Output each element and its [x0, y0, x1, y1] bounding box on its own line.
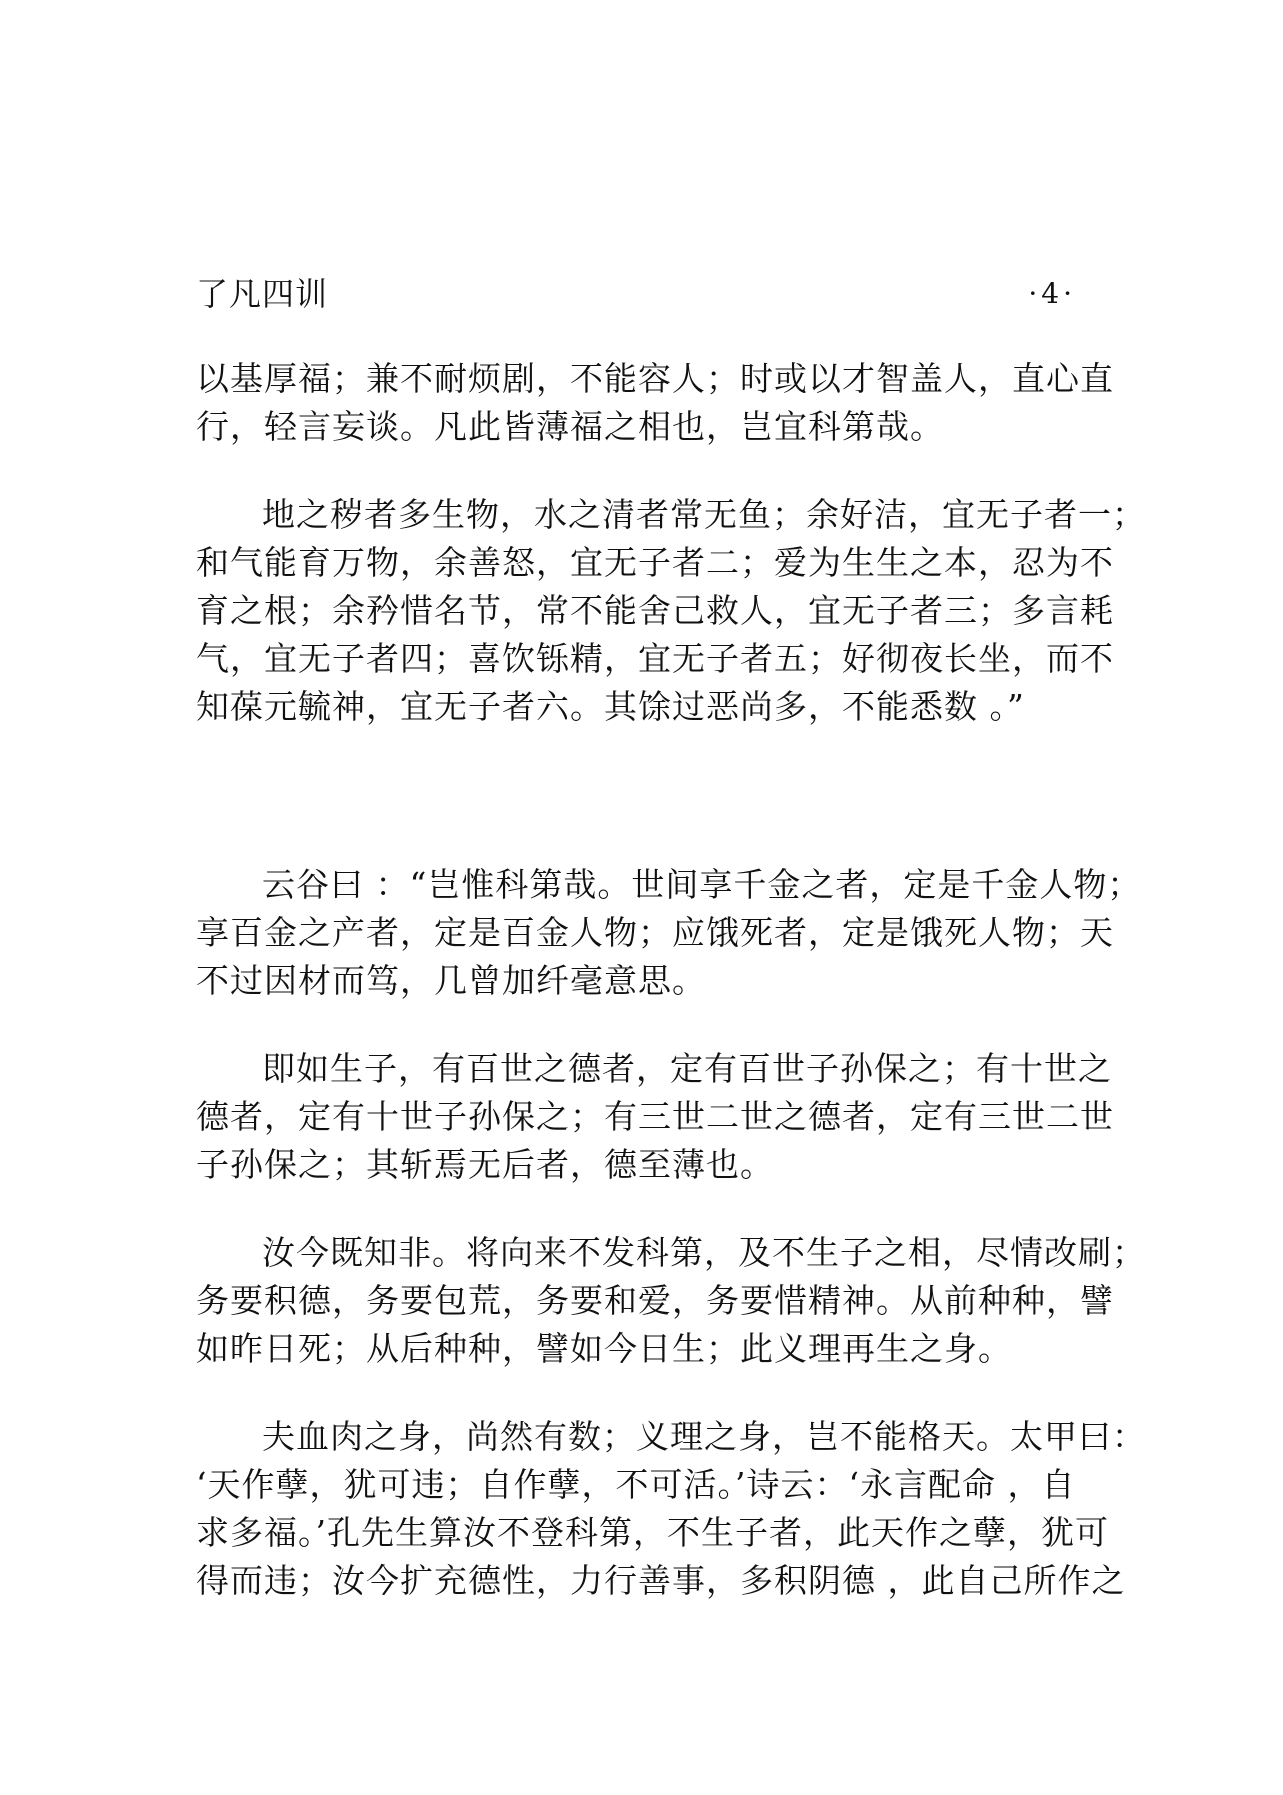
- text-line: 不过因材而笃，几曾加纤毫意思。: [196, 961, 706, 1000]
- page-number: ·4·: [1028, 277, 1076, 310]
- paragraph: [196, 355, 1116, 451]
- text-line: 即如生子，有百世之德者，定有百世子孙保之；有十世之: [262, 1049, 1112, 1088]
- text-line: 德者，定有十世子孙保之；有三世二世之德者，定有三世二世: [196, 1097, 1114, 1136]
- text-line: 行，轻言妄谈。凡此皆薄福之相也，岂宜科第哉。: [196, 407, 944, 446]
- book-title: 了凡四训: [196, 275, 329, 313]
- text-line: 子孙保之；其斩焉无后者，德至薄也。: [196, 1145, 774, 1184]
- text-line: 如昨日死；从后种种，譬如今日生；此义理再生之身。: [196, 1329, 1012, 1368]
- text-line: 务要积德，务要包荒，务要和爱，务要惜精神。从前种种，譬: [196, 1281, 1114, 1320]
- text-line: ‘天作孽，犹可违；自作孽，不可活。’诗云：‘永言配命 ，自: [196, 1465, 1076, 1504]
- text-line: 和气能育万物，余善怒，宜无子者二；爱为生生之本，忍为不: [196, 543, 1114, 582]
- text-line: 气，宜无子者四；喜饮铄精，宜无子者五；好彻夜长坐，而不: [196, 639, 1114, 678]
- text-line: 地之秽者多生物，水之清者常无鱼；余好洁，宜无子者一；: [262, 495, 1146, 534]
- text-line: 育之根；余矜惜名节，常不能舍己救人，宜无子者三；多言耗: [196, 591, 1114, 630]
- paragraph: [196, 861, 1142, 1005]
- paragraph: [196, 1413, 1146, 1605]
- text-line: 享百金之产者，定是百金人物；应饿死者，定是饿死人物；天: [196, 913, 1114, 952]
- text-line: 知葆元毓神，宜无子者六。其馀过恶尚多，不能悉数 。”: [196, 687, 1025, 726]
- text-line: 以基厚福；兼不耐烦剧，不能容人；时或以才智盖人，直心直: [196, 359, 1114, 398]
- paragraph: [196, 1045, 1116, 1189]
- text-line: 夫血肉之身，尚然有数；义理之身，岂不能格天。太甲曰：: [262, 1417, 1146, 1456]
- paragraph: [196, 1229, 1146, 1373]
- text-line: 得而违；汝今扩充德性，力行善事，多积阴德 ，此自己所作之: [196, 1561, 1126, 1600]
- text-line: 云谷曰 ：“岂惟科第哉。世间享千金之者，定是千金人物；: [262, 865, 1142, 904]
- running-header: [196, 272, 1076, 316]
- text-line: 求多福。’孔先生算汝不登科第，不生子者，此天作之孽，犹可: [196, 1513, 1109, 1552]
- paragraph: [196, 491, 1146, 731]
- body-text: [196, 355, 1146, 1605]
- text-line: 汝今既知非。将向来不发科第，及不生子之相，尽情改刷；: [262, 1233, 1146, 1272]
